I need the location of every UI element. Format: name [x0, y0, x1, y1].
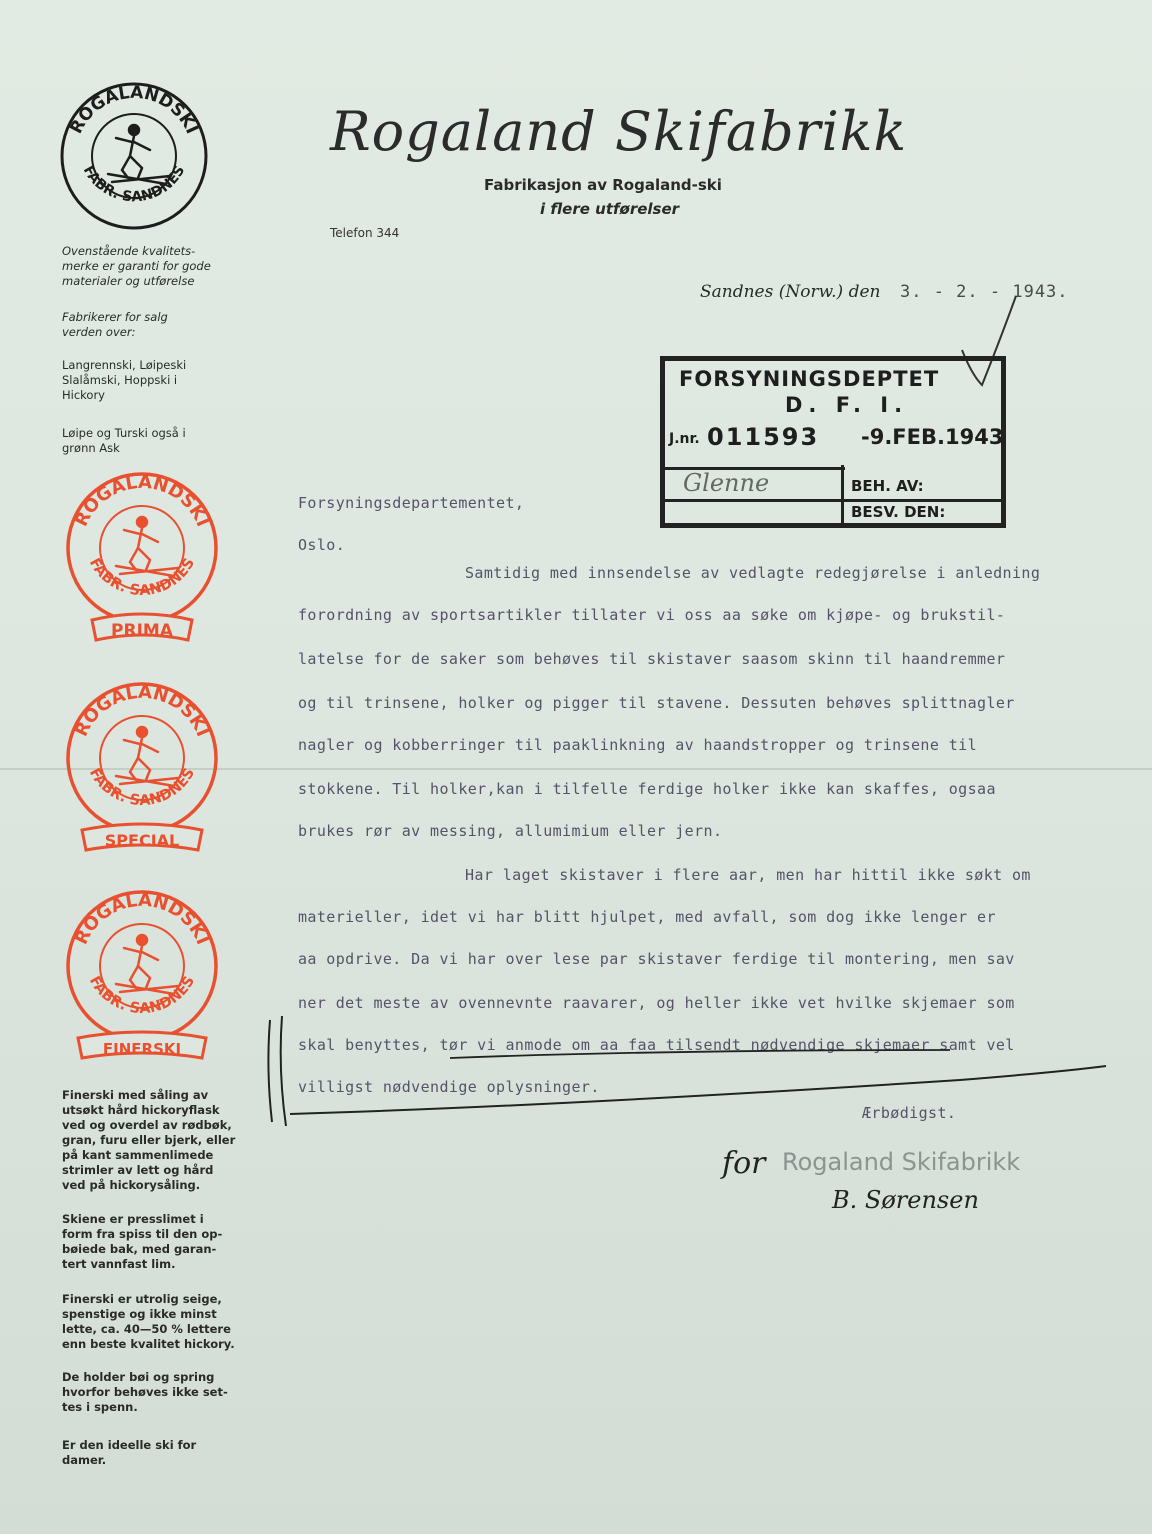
tough-description	[62, 1292, 252, 1352]
stamp-line1: FORSYNINGSDEPTET	[679, 367, 940, 391]
desc-line: bøiede bak, med garan-	[62, 1242, 217, 1256]
signature: B. Sørensen	[832, 1186, 979, 1214]
desc-line: lette, ca. 40—50 % lettere	[62, 1322, 231, 1336]
phone-number: Telefon 344	[330, 226, 400, 240]
badge-special	[62, 680, 222, 856]
recipient-line2: Oslo.	[298, 536, 346, 554]
desc-line: spenstige og ikke minst	[62, 1307, 217, 1321]
stamp-divider	[665, 499, 1001, 502]
stamp-handwritten-name: Glenne	[683, 469, 770, 497]
desc-line: ved og overdel av rødbøk,	[62, 1118, 232, 1132]
desc-line: hvorfor behøves ikke set-	[62, 1385, 228, 1399]
stamp-beh-av: BEH. AV:	[851, 477, 924, 495]
ideal-description	[62, 1438, 252, 1468]
pen-annotations	[260, 1010, 1120, 1130]
date-value: 3. - 2. - 1943.	[900, 282, 1069, 302]
desc-line: utsøkt hård hickoryflask	[62, 1103, 220, 1117]
quality-note-line: Ovenstående kvalitets-	[62, 244, 196, 258]
body-line: stokkene. Til holker,kan i tilfelle ferdige holker ikke kan skaffes, ogsaa	[298, 780, 996, 798]
products-line: Slalåmski, Hoppski i	[62, 373, 178, 387]
also-line: Løipe og Turski også i	[62, 426, 186, 440]
body-line: og til trinsene, holker og pigger til stavene. Dessuten behøves splittnagler	[298, 694, 1015, 712]
tagline-line1: Fabrikasjon av Rogaland-ski	[484, 176, 722, 194]
products-line: Hickory	[62, 388, 105, 402]
body-line: materieller, idet vi har blitt hjulpet, med avfall, som dog ikke lenger er	[298, 908, 996, 926]
quality-note-line: materialer og utførelse	[62, 274, 195, 288]
body-line: Har laget skistaver i flere aar, men har hittil ikke søkt om	[465, 866, 1031, 884]
desc-line: strimler av lett og hård	[62, 1163, 214, 1177]
desc-line: tes i spenn.	[62, 1400, 138, 1414]
pressed-description	[62, 1212, 252, 1272]
stamp-received-date: -9.FEB.1943	[861, 425, 1004, 449]
quality-note	[62, 244, 252, 289]
finerski-description	[62, 1088, 252, 1193]
quality-note-line: merke er garanti for gode	[62, 259, 211, 273]
logo-text-bottom: FABR. SANDNES	[79, 163, 189, 206]
stamp-journal-number: 011593	[707, 423, 820, 451]
svg-text:ROGALANDSKI: ROGALANDSKI	[70, 471, 214, 530]
closing-regards: Ærbødigst.	[862, 1104, 957, 1122]
stamp-besv-den: BESV. DEN:	[851, 503, 946, 521]
desc-line: Skiene er presslimet i	[62, 1212, 204, 1226]
desc-line: gran, furu eller bjerk, eller	[62, 1133, 236, 1147]
sales-note-line: Fabrikerer for salg	[62, 310, 168, 324]
desc-line: Finerski er utrolig seige,	[62, 1292, 222, 1306]
badge-label: FINERSKI	[102, 1040, 182, 1058]
svg-text:FABR. SANDNES: FABR. SANDNES	[85, 765, 199, 810]
tagline-line2: i flere utførelser	[540, 200, 680, 218]
badge-label: PRIMA	[111, 621, 173, 641]
badge-prima	[62, 470, 222, 646]
body-line: aa opdrive. Da vi har over lese par skistaver ferdige til montering, men sav	[298, 950, 1015, 968]
hold-description	[62, 1370, 252, 1415]
desc-line: ved på hickorysåling.	[62, 1178, 201, 1192]
sales-note-line: verden over:	[62, 325, 136, 339]
desc-line: på kant sammenlimede	[62, 1148, 214, 1162]
closing-for: for	[722, 1146, 766, 1181]
body-line: ner det meste av ovennevnte raavarer, og heller ikke vet hvilke skjemaer som	[298, 994, 1015, 1012]
desc-line: Er den ideelle ski for	[62, 1438, 197, 1452]
stamp-journal-prefix: J.nr.	[669, 431, 700, 447]
body-line: villigst nødvendige oplysninger.	[298, 1078, 600, 1096]
body-line: forordning av sportsartikler tillater vi oss aa søke om kjøpe- og brukstil-	[298, 606, 1006, 624]
also-line: grønn Ask	[62, 441, 120, 455]
also-note	[62, 426, 252, 456]
products-line: Langrennski, Løipeski	[62, 358, 187, 372]
svg-text:FABR. SANDNES: FABR. SANDNES	[85, 973, 199, 1018]
desc-line: enn beste kvalitet hickory.	[62, 1337, 235, 1351]
desc-line: Finerski med såling av	[62, 1088, 209, 1102]
svg-text:FABR. SANDNES	[80, 163, 189, 205]
date-place: Sandnes (Norw.) den	[700, 282, 881, 302]
sales-note	[62, 310, 252, 340]
company-stamp: Rogaland Skifabrikk	[782, 1148, 1021, 1176]
body-line: Samtidig med innsendelse av vedlagte redegjørelse i anledning	[465, 564, 1041, 582]
stamp-divider	[841, 465, 844, 523]
main-logo	[54, 78, 214, 234]
body-line: skal benyttes, tør vi anmode om aa faa tilsendt nødvendige skjemaer samt vel	[298, 1036, 1015, 1054]
stamp-line2: D. F. I.	[785, 393, 909, 417]
body-line: latelse for de saker som behøves til skistaver saasom skinn til haandremmer	[298, 650, 1006, 668]
products-note	[62, 358, 252, 403]
badge-finerski	[62, 888, 222, 1064]
desc-line: De holder bøi og spring	[62, 1370, 215, 1384]
svg-text:ROGALANDSKI: ROGALANDSKI	[70, 681, 214, 740]
received-stamp	[660, 356, 1006, 528]
badge-label: SPECIAL	[104, 831, 180, 850]
desc-line: form fra spiss til den op-	[62, 1227, 223, 1241]
body-line: brukes rør av messing, allumimium eller jern.	[298, 822, 723, 840]
desc-line: damer.	[62, 1453, 107, 1467]
desc-line: tert vannfast lim.	[62, 1257, 176, 1271]
svg-text:ROGALANDSKI: ROGALANDSKI	[70, 889, 214, 948]
recipient-line1: Forsyningsdepartementet,	[298, 494, 525, 512]
logo-text-top: ROGALANDSKI	[66, 82, 202, 138]
svg-text:FABR. SANDNES: FABR. SANDNES	[85, 555, 199, 600]
company-name: Rogaland Skifabrikk	[330, 100, 908, 163]
body-line: nagler og kobberringer til paaklinkning av haandstropper og trinsene til	[298, 736, 978, 754]
